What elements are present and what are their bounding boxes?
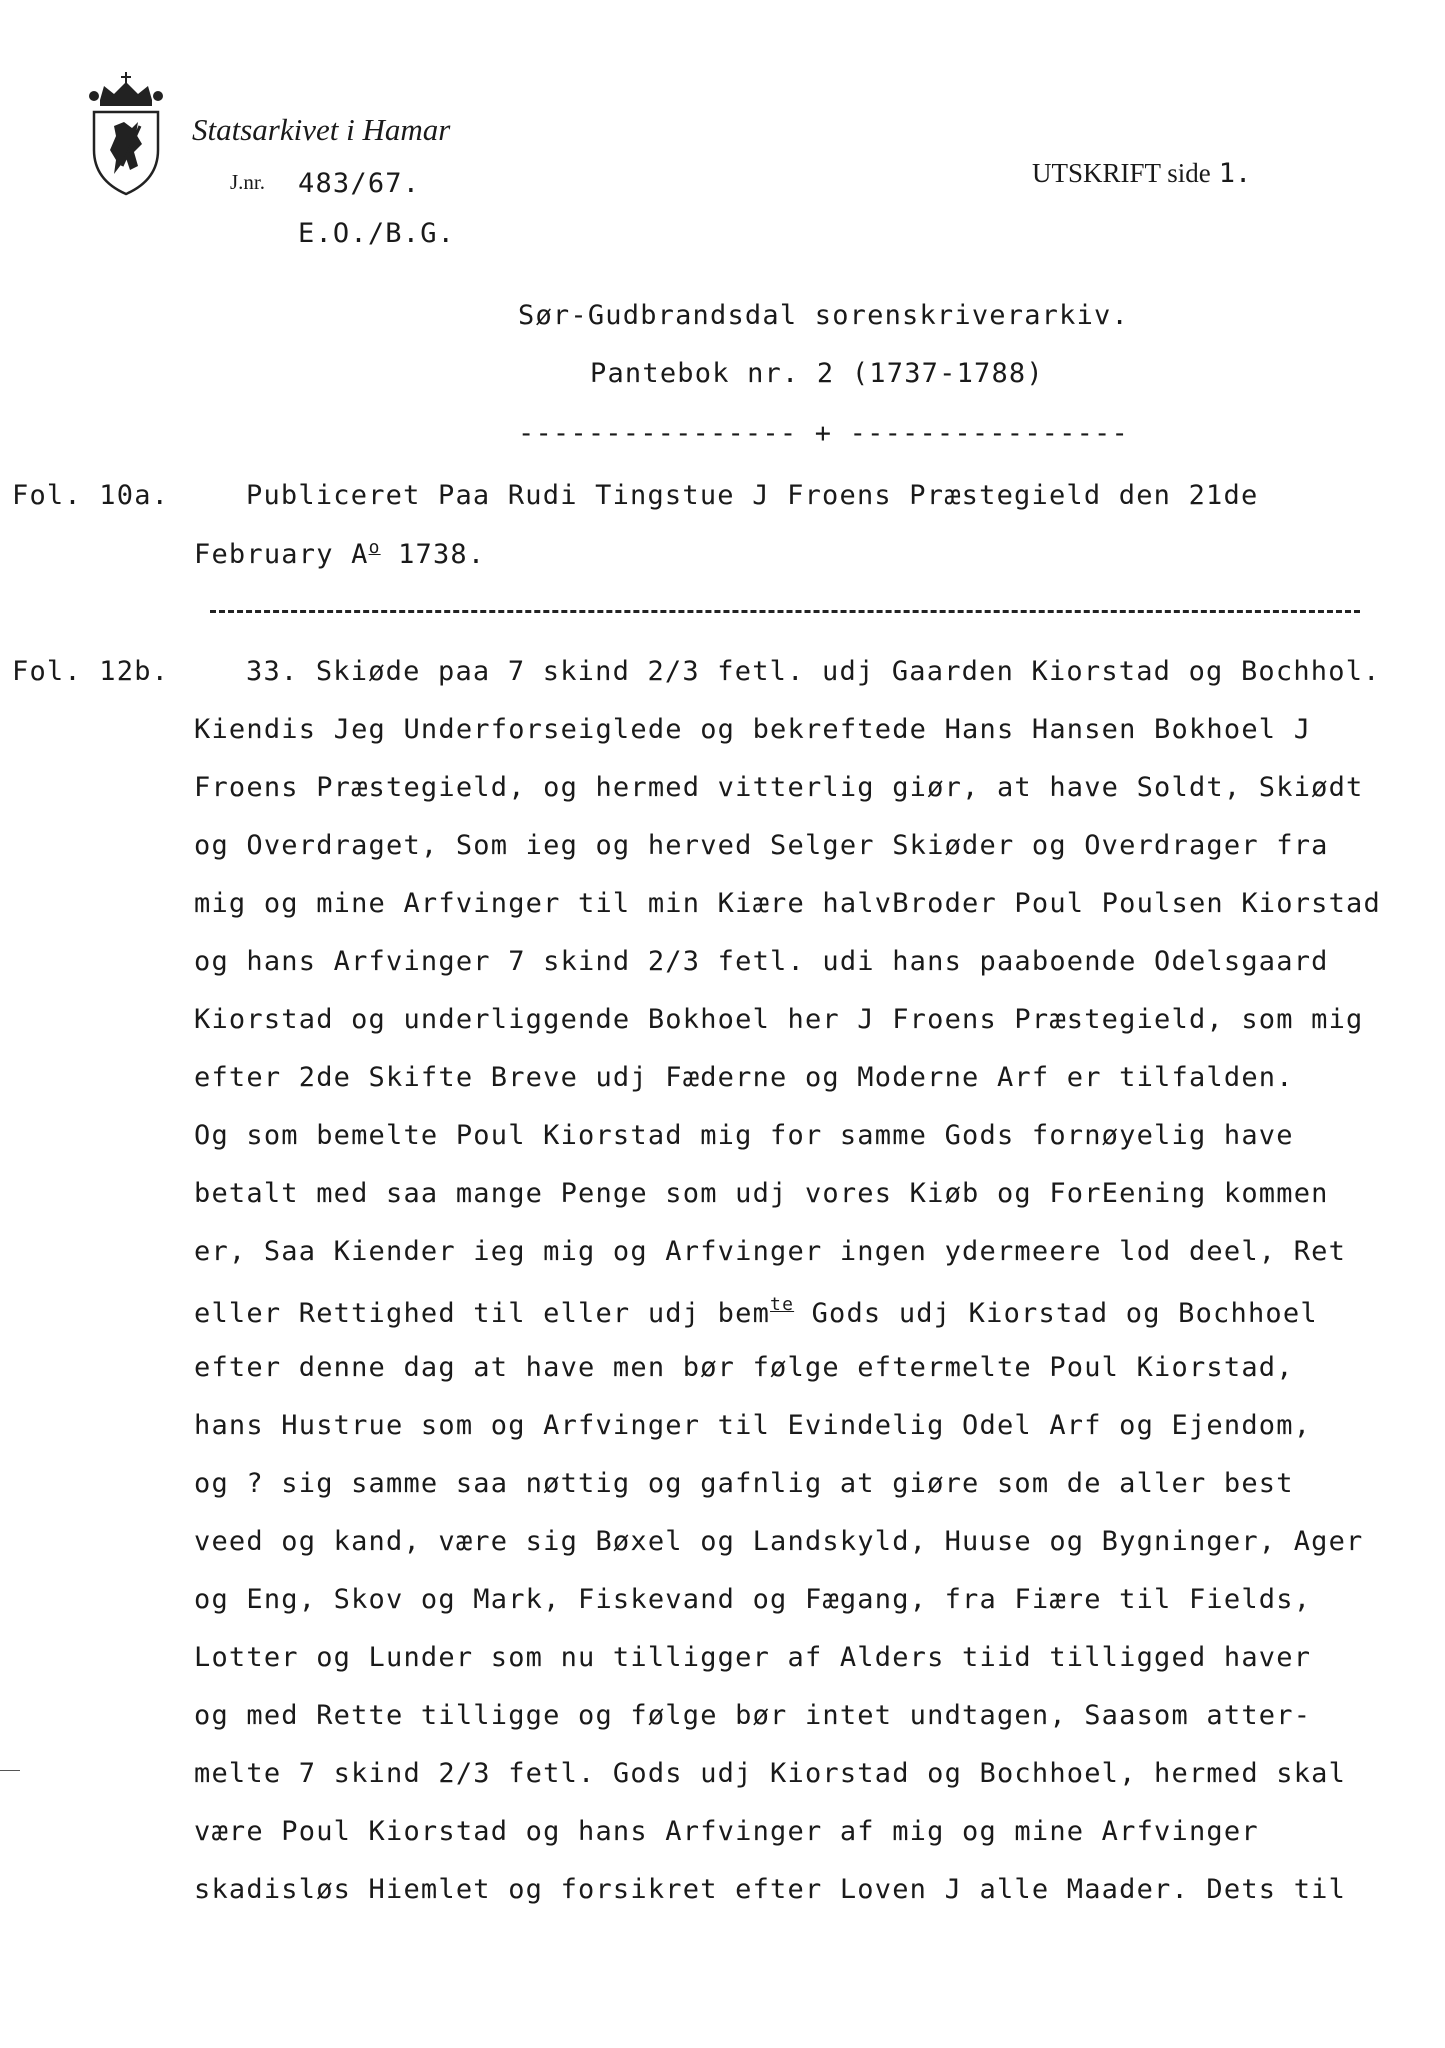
entry-text-fragment: 1738. [380, 539, 486, 570]
entry-text-line: og Overdraget, Som ieg og herved Selger Skiøder og Overdrager fra [194, 830, 1329, 861]
entry-text-line: Froens Præstegield, og hermed vitterlig giør, at have Soldt, Skiødt [194, 772, 1364, 803]
entry-text-line: melte 7 skind 2/3 fetl. Gods udj Kiorstad og Bochhoel, hermed skal [194, 1758, 1347, 1789]
entry-text-line: og med Rette tilligge og følge bør intet undtagen, Saasom atter- [194, 1700, 1312, 1731]
entry-text-line: efter 2de Skifte Breve udj Fæderne og Moderne Arf er tilfalden. [194, 1062, 1294, 1093]
entry-text-line: skadisløs Hiemlet og forsikret efter Loven J alle Maader. Dets til [194, 1874, 1347, 1905]
folio-label: Fol. 12b. [12, 656, 170, 687]
entry-text-fragment: February A [194, 539, 369, 570]
archive-name: Statsarkivet i Hamar [192, 112, 451, 147]
transcript-page-label [1032, 158, 1251, 189]
entry-text-line: og Eng, Skov og Mark, Fiskevand og Fægang, fra Fiære til Fields, [194, 1584, 1312, 1615]
entry-text-line: og ? sig samme saa nøttig og gafnlig at giøre som de aller best [194, 1468, 1294, 1499]
entry-text-line: mig og mine Arfvinger til min Kiære halvBroder Poul Poulsen Kiorstad [194, 888, 1381, 919]
entry-text-line: være Poul Kiorstad og hans Arfvinger af mig og mine Arfvinger [194, 1816, 1259, 1847]
folio-label: Fol. 10a. [12, 480, 170, 511]
initials: E.O./B.G. [298, 218, 456, 249]
dashed-rule [210, 610, 1360, 613]
journal-number-label: J.nr. [230, 170, 266, 194]
entry-text-line: er, Saa Kiender ieg mig og Arfvinger ingen ydermeere lod deel, Ret [194, 1236, 1347, 1267]
entry-text-line: Kiorstad og underliggende Bokhoel her J Froens Præstegield, som mig [194, 1004, 1364, 1035]
transcript-label: UTSKRIFT side [1032, 158, 1211, 188]
separator-line: ---------------- + ---------------- [518, 418, 1129, 449]
entry-text-line: veed og kand, være sig Bøxel og Landskyld, Huuse og Bygninger, Ager [194, 1526, 1364, 1557]
entry-text-line: Kiendis Jeg Underforseiglede og bekreftede Hans Hansen Bokhoel J [194, 714, 1312, 745]
entry-text-line: 33. Skiøde paa 7 skind 2/3 fetl. udj Gaarden Kiorstad og Bochhol. [246, 656, 1381, 687]
entry-text-line [194, 537, 485, 570]
entry-text-line [194, 1294, 1318, 1329]
entry-text-line: og hans Arfvinger 7 skind 2/3 fetl. udi hans paaboende Odelsgaard [194, 946, 1329, 977]
entry-text-fragment: eller Rettighed til eller udj bem [194, 1298, 771, 1329]
entry-text-line: betalt med saa mange Penge som udj vores Kiøb og ForEening kommen [194, 1178, 1329, 1209]
journal-number: 483/67. [298, 168, 421, 199]
page-number: 1. [1218, 158, 1252, 189]
norwegian-coat-of-arms-icon [86, 70, 166, 200]
volume-title: Pantebok nr. 2 (1737-1788) [590, 358, 1044, 389]
entry-text-line: hans Hustrue som og Arfvinger til Evindelig Odel Arf og Ejendom, [194, 1410, 1312, 1441]
entry-text-line: Publiceret Paa Rudi Tingstue J Froens Præstegield den 21de [246, 480, 1259, 511]
superscript: te [770, 1294, 795, 1315]
entry-text-fragment: Gods udj Kiorstad og Bochhoel [794, 1298, 1318, 1329]
margin-mark [0, 1770, 20, 1771]
entry-text-line: Lotter og Lunder som nu tilligger af Alders tiid tilligged haver [194, 1642, 1312, 1673]
superscript: o [368, 537, 381, 558]
entry-text-line: Og som bemelte Poul Kiorstad mig for samme Gods fornøyelig have [194, 1120, 1294, 1151]
entry-text-line: efter denne dag at have men bør følge eftermelte Poul Kiorstad, [194, 1352, 1294, 1383]
archive-title: Sør-Gudbrandsdal sorenskriverarkiv. [518, 300, 1129, 331]
